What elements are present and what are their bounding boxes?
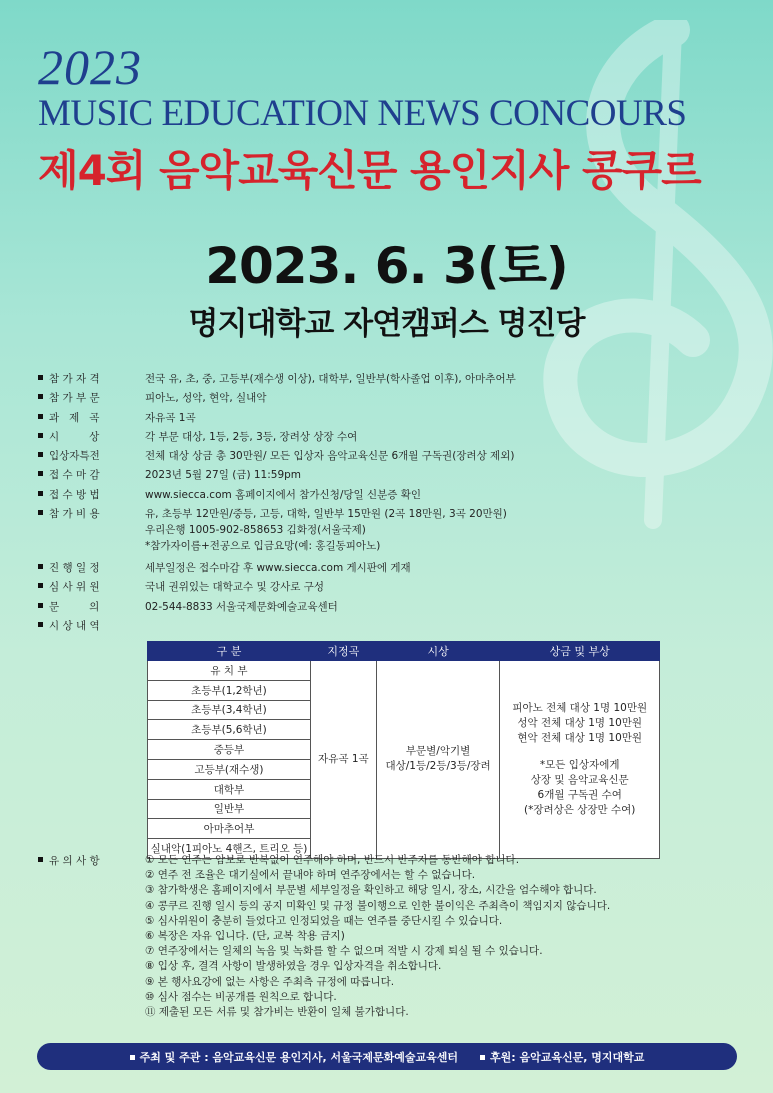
note-item: ⑪ 제출된 모든 서류 및 참가비는 반환이 일체 불가합니다. [145, 1006, 409, 1019]
info-row [38, 448, 738, 467]
info-value [145, 467, 738, 486]
info-row [38, 371, 738, 390]
prize-line: 상장 및 음악교육신문 [530, 773, 629, 786]
info-label: 접 수 마 감 [38, 467, 145, 486]
info-label: 접 수 방 법 [38, 487, 145, 506]
notes-section [38, 853, 758, 1020]
prize-line [502, 746, 657, 758]
bullet-icon [130, 1055, 135, 1060]
info-value-line: 전체 대상 상금 총 30만원/ 모든 입상자 음악교육신문 6개월 구독권(장려상 제외) [145, 450, 515, 463]
info-value-line: 2023년 5월 27일 (금) 11:59pm [145, 469, 302, 482]
bullet-icon [38, 471, 43, 476]
bullet-icon [38, 452, 43, 457]
info-row [38, 560, 738, 579]
award-line: 대상/1등/2등/3등/장려 [385, 760, 491, 773]
info-value [145, 410, 738, 429]
prize-cell [500, 661, 660, 859]
info-value [145, 429, 738, 448]
piece-cell: 자유곡 1곡 [310, 661, 376, 859]
bullet-icon [38, 603, 43, 608]
info-label: 과 제 곡 [38, 410, 145, 429]
info-value [145, 390, 738, 409]
info-value [145, 599, 738, 618]
info-label: 진 행 일 정 [38, 560, 145, 579]
header-prize: 상금 및 부상 [500, 642, 660, 661]
bullet-icon [38, 857, 43, 862]
info-label: 참 가 비 용 [38, 506, 145, 560]
info-row [38, 487, 738, 506]
header-division: 구 분 [148, 642, 311, 661]
event-date: 2023. 6. 3(토) [205, 237, 568, 295]
info-value-line: 각 부문 대상, 1등, 2등, 3등, 장려상 상장 수여 [145, 430, 358, 443]
info-list [38, 371, 738, 637]
bullet-icon [38, 583, 43, 588]
info-value-line: 국내 권위있는 대학교수 및 강사로 구성 [145, 581, 324, 594]
bullet-icon [38, 510, 43, 515]
info-value [145, 506, 738, 560]
note-item: ⑤ 심사위원이 충분히 들었다고 인정되었을 때는 연주를 중단시킬 수 있습니다. [145, 914, 503, 927]
info-label: 시 상 내 역 [38, 618, 145, 637]
award-line: 부문별/악기별 [405, 745, 471, 758]
note-item: ⑨ 본 행사요강에 없는 사항은 주최측 규정에 따릅니다. [145, 975, 395, 988]
note-item: ③ 참가학생은 홈페이지에서 부문별 세부일정을 확인하고 해당 일시, 장소, 시간을 엄수해야 합니다. [145, 884, 597, 897]
info-value-line: 유, 초등부 12만원/중등, 고등, 대학, 일반부 15만원 (2곡 18만원, 3곡 20만원) [145, 508, 507, 521]
division-cell: 유 치 부 [148, 661, 311, 681]
event-venue: 명지대학교 자연캠퍼스 명진당 [188, 306, 585, 342]
award-table-wrap [147, 641, 660, 859]
info-value [145, 371, 738, 390]
bullet-icon [480, 1055, 485, 1060]
note-item: ⑩ 심사 점수는 비공개를 원칙으로 합니다. [145, 990, 337, 1003]
info-row [38, 506, 738, 560]
header-award: 시상 [376, 642, 500, 661]
title-korean: 제4회 음악교육신문 용인지사 콩쿠르 [38, 146, 701, 195]
info-row [38, 599, 738, 618]
info-row [38, 390, 738, 409]
division-cell: 일반부 [148, 799, 311, 819]
division-cell: 중등부 [148, 740, 311, 760]
footer-sponsor: 후원: 음악교육신문, 명지대학교 [480, 1049, 644, 1065]
info-row [38, 410, 738, 429]
table-header-row [148, 642, 660, 661]
note-item: ④ 콩쿠르 진행 일시 등의 공지 미확인 및 규정 불이행으로 인한 불이익은 주최측이 책임지지 않습니다. [145, 899, 611, 912]
footer-bar [37, 1043, 737, 1070]
prize-line: 6개월 구독권 수여 [537, 788, 622, 801]
table-row [148, 661, 660, 681]
division-cell: 고등부(재수생) [148, 759, 311, 779]
bullet-icon [38, 622, 43, 627]
info-row [38, 579, 738, 598]
bullet-icon [38, 491, 43, 496]
info-value-line: 자유곡 1곡 [145, 411, 196, 424]
info-label: 심 사 위 원 [38, 579, 145, 598]
prize-line: *모든 입상자에게 [539, 758, 620, 771]
prize-line: 현악 전체 대상 1명 10만원 [517, 731, 643, 744]
bullet-icon [38, 414, 43, 419]
year-heading: 2023 [38, 39, 142, 95]
division-cell: 초등부(1,2학년) [148, 680, 311, 700]
prize-line: 성악 전체 대상 1명 10만원 [517, 716, 643, 729]
award-table [147, 641, 660, 859]
division-cell: 대학부 [148, 779, 311, 799]
info-label: 입상자특전 [38, 448, 145, 467]
info-label: 참 가 자 격 [38, 371, 145, 390]
info-value-line: *참가자이름+전공으로 입금요망(예: 홍길동피아노) [145, 540, 381, 553]
info-row [38, 429, 738, 448]
note-item: ⑥ 복장은 자유 입니다. (단, 교복 착용 금지) [145, 930, 345, 943]
info-row [38, 467, 738, 486]
bullet-icon [38, 375, 43, 380]
bullet-icon [38, 433, 43, 438]
division-cell: 실내악(1피아노 4핸즈, 트리오 등) [148, 839, 311, 859]
info-value [145, 560, 738, 579]
info-value-line: 전국 유, 초, 중, 고등부(재수생 이상), 대학부, 일반부(학사졸업 이후), 아마추어부 [145, 373, 516, 385]
info-value [145, 448, 738, 467]
division-cell: 초등부(3,4학년) [148, 700, 311, 720]
notes-list [145, 853, 758, 1020]
notes-label: 유 의 사 항 [38, 853, 145, 1020]
info-value [145, 579, 738, 598]
info-label: 문 의 [38, 599, 145, 618]
division-cell: 아마추어부 [148, 819, 311, 839]
bullet-icon [38, 564, 43, 569]
title-english: MUSIC EDUCATION NEWS CONCOURS [38, 93, 687, 134]
note-item: ⑦ 연주장에서는 일체의 녹음 및 녹화를 할 수 없으며 적발 시 강제 퇴실 될 수 있습니다. [145, 945, 543, 958]
info-value-line: 세부일정은 접수마감 후 www.siecca.com 게시판에 게재 [145, 562, 411, 575]
header-piece: 지정곡 [310, 642, 376, 661]
note-item: ⑧ 입상 후, 결격 사항이 발생하였을 경우 입상자격을 취소합니다. [145, 960, 442, 973]
info-value-line: 피아노, 성악, 현악, 실내악 [145, 392, 267, 405]
division-cell: 초등부(5,6학년) [148, 720, 311, 740]
award-cell [376, 661, 500, 859]
info-value-line: www.siecca.com 홈페이지에서 참가신청/당일 신분증 확인 [145, 488, 422, 501]
notes-row [38, 853, 758, 1020]
info-value [145, 618, 738, 637]
note-item: ① 모든 연주는 암보로 반복없이 연주해야 하며, 반드시 반주자를 동반해야 합니다. [145, 854, 520, 866]
footer-host: 주최 및 주관 : 음악교육신문 용인지사, 서울국제문화예술교육센터 [130, 1049, 458, 1065]
note-item: ② 연주 전 조율은 대기실에서 끝내야 하며 연주장에서는 할 수 없습니다. [145, 869, 476, 882]
info-row [38, 618, 738, 637]
info-label: 참 가 부 문 [38, 390, 145, 409]
info-value-line: 우리은행 1005-902-858653 김화정(서울국제) [145, 524, 366, 537]
bullet-icon [38, 394, 43, 399]
info-label: 시 상 [38, 429, 145, 448]
prize-line: (*장려상은 상장만 수여) [524, 803, 636, 816]
prize-line: 피아노 전체 대상 1명 10만원 [512, 701, 648, 714]
info-value-line: 02-544-8833 서울국제문화예술교육센터 [145, 600, 338, 613]
info-value [145, 487, 738, 506]
table-body [148, 661, 660, 859]
